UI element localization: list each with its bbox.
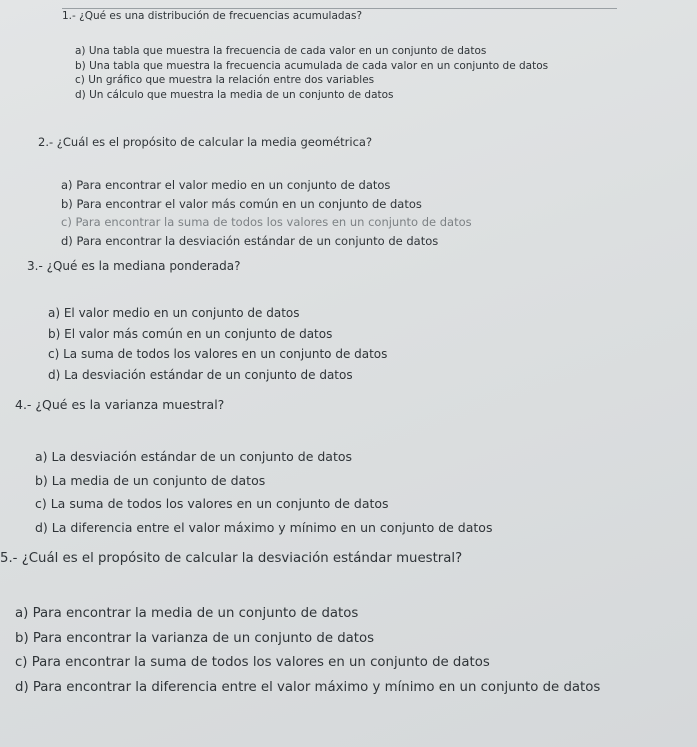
question-4-option-b: b) La media de un conjunto de datos (35, 472, 266, 488)
question-3-option-c: c) La suma de todos los valores en un conjunto de datos (48, 347, 388, 361)
question-1-options (62, 44, 610, 102)
question-1-option-d: d) Un cálculo que muestra la media de un conjunto de datos (75, 88, 394, 101)
question-2-stem: 2.- ¿Cuál es el propósito de calcular la media geométrica? (38, 135, 373, 149)
question-1-stem: 1.- ¿Qué es una distribución de frecuencias acumuladas? (62, 10, 363, 22)
question-4-option-a: a) La desviación estándar de un conjunto de datos (35, 449, 353, 464)
question-3-option-d: d) La desviación estándar de un conjunto de datos (48, 367, 353, 382)
question-2-option-c: c) Para encontrar la suma de todos los valores en un conjunto de datos (61, 215, 472, 229)
question-4-options (15, 445, 492, 539)
question-1 (62, 10, 610, 102)
question-4-stem: 4.- ¿Qué es la varianza muestral? (15, 397, 225, 412)
question-5-option-d: d) Para encontrar la diferencia entre el valor máximo y mínimo en un conjunto de datos (15, 679, 601, 695)
question-3-option-a: a) El valor medio en un conjunto de datos (48, 306, 300, 320)
question-2-option-d: d) Para encontrar la desviación estándar de un conjunto de datos (61, 233, 439, 248)
question-4 (15, 397, 492, 539)
question-5-option-a: a) Para encontrar la media de un conjunto de datos (15, 606, 359, 621)
question-3-options (27, 303, 387, 385)
question-2 (38, 135, 472, 250)
question-5-options (0, 602, 600, 700)
question-1-option-a: a) Una tabla que muestra la frecuencia de cada valor en un conjunto de datos (75, 45, 487, 57)
question-2-option-b: b) Para encontrar el valor más común en un conjunto de datos (61, 196, 422, 211)
question-2-option-a: a) Para encontrar el valor medio en un conjunto de datos (61, 178, 391, 192)
question-5-stem: 5.- ¿Cuál es el propósito de calcular la desviación estándar muestral? (0, 551, 463, 566)
question-3-stem: 3.- ¿Qué es la mediana ponderada? (27, 259, 241, 273)
question-4-option-d: d) La diferencia entre el valor máximo y mínimo en un conjunto de datos (35, 519, 493, 535)
question-5 (0, 551, 600, 700)
question-5-option-b: b) Para encontrar la varianza de un conjunto de datos (15, 630, 375, 646)
question-4-option-c: c) La suma de todos los valores en un conjunto de datos (35, 496, 389, 511)
question-3-option-b: b) El valor más común en un conjunto de datos (48, 326, 333, 341)
question-3 (27, 259, 387, 385)
question-1-option-c: c) Un gráfico que muestra la relación entre dos variables (75, 74, 375, 86)
top-divider-line (62, 8, 617, 9)
question-1-option-b: b) Una tabla que muestra la frecuencia acumulada de cada valor en un conjunto de datos (75, 59, 549, 72)
question-5-option-c: c) Para encontrar la suma de todos los valores en un conjunto de datos (15, 655, 490, 670)
question-2-options (38, 176, 472, 250)
